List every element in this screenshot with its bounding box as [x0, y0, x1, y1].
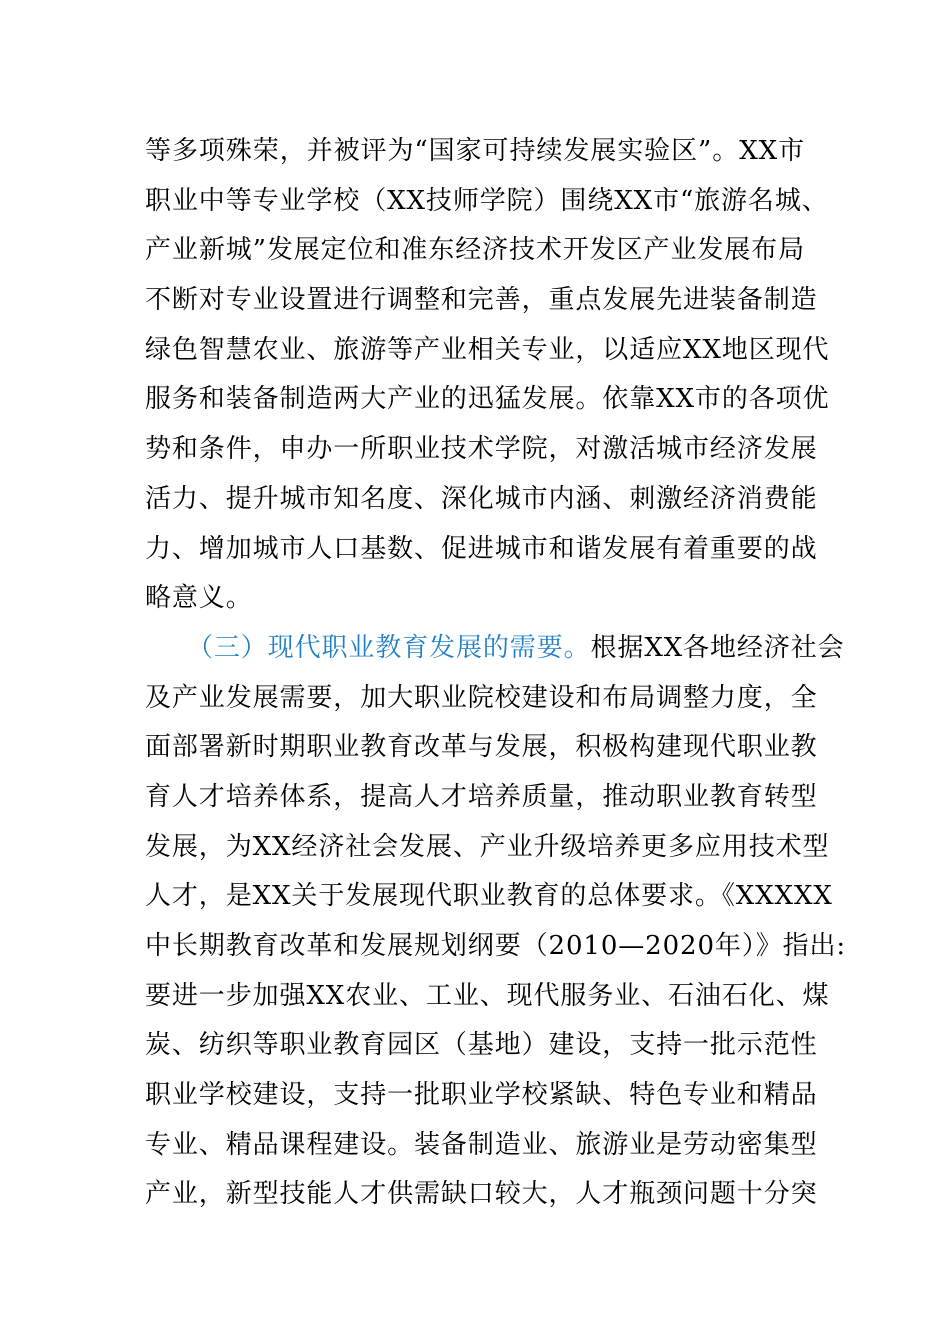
text-line: 要进一步加强XX农业、工业、现代服务业、石油石化、煤: [145, 980, 830, 1011]
text-line: 职业中等专业学校（XX技师学院）围绕XX市“旅游名城、: [145, 185, 829, 216]
text-line: 势和条件，申办一所职业技术学院，对激活城市经济发展: [145, 434, 818, 465]
section-heading-line: [145, 624, 845, 674]
text-line: 略意义。: [145, 583, 253, 614]
document-body: [145, 127, 847, 1220]
text-line: 育人才培养体系，提高人才培养质量，推动职业教育转型: [145, 781, 818, 812]
text-line: 服务和装备制造两大产业的迅猛发展。依靠XX市的各项优: [145, 384, 830, 415]
section-heading: （三）现代职业教育发展的需要。: [187, 632, 591, 663]
text-line: 活力、提升城市知名度、深化城市内涵、刺激经济消费能: [145, 483, 818, 514]
text-line: 产业，新型技能人才供需缺口较大，人才瓶颈问题十分突: [145, 1179, 818, 1210]
text-line: 及产业发展需要，加大职业院校建设和布局调整力度，全: [145, 682, 818, 713]
text-line: 绿色智慧农业、旅游等产业相关专业，以适应XX地区现代: [145, 334, 830, 365]
paragraph-2: [145, 624, 847, 1220]
text-line: 力、增加城市人口基数、促进城市和谐发展有着重要的战: [145, 533, 818, 564]
text-line: 等多项殊荣，并被评为“国家可持续发展实验区”。XX市: [145, 136, 805, 166]
text-line: 发展，为XX经济社会发展、产业升级培养更多应用技术型: [145, 831, 830, 862]
text-line: 产业新城”发展定位和准东经济技术开发区产业发展布局: [145, 235, 805, 266]
heading-line-text: 根据XX各地经济社会: [590, 632, 845, 663]
text-line: 面部署新时期职业教育改革与发展，积极构建现代职业教: [145, 732, 818, 763]
text-line: 炭、纺织等职业教育园区（基地）建设，支持一批示范性: [145, 1030, 818, 1061]
text-line: 专业、精品课程建设。装备制造业、旅游业是劳动密集型: [145, 1129, 818, 1160]
text-line: 职业学校建设，支持一批职业学校紧缺、特色专业和精品: [145, 1080, 818, 1111]
paragraph-1: [145, 127, 830, 624]
text-line: 中长期教育改革和发展规划纲要（2010—2020年）》指出:: [145, 931, 847, 961]
text-line: 人才，是XX关于发展现代职业教育的总体要求。《XXXXX: [145, 881, 833, 912]
text-line: 不断对专业设置进行调整和完善，重点发展先进装备制造: [145, 285, 818, 316]
